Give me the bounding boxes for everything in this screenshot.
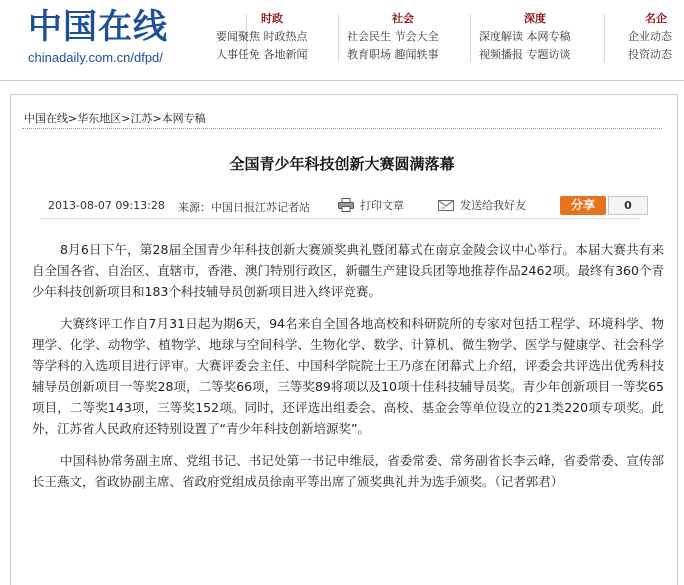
nav-divider [338,14,339,62]
nav-group-depth [479,10,591,64]
logo-text: 中国在线 [28,7,168,47]
breadcrumb-item[interactable]: 本网专稿 [161,112,206,125]
article-body [32,239,664,503]
nav-divider [470,14,471,62]
article-paragraph: 大赛终评工作自7月31日起为期6天，94名来自全国各地高校和科研院所的专家对包括工程学、环境科学、物理学、化学、动物学、植物学、地球与空间科学、生物化学、数学、计算机、微生物学、医学与健康学、社会科学等学科的入选项目进行评审。大赛评委会主任、中国科学院院士王乃彦在闭幕式上介绍，评委会共评选出优秀科技辅导员创新项目一等奖28项，二等奖66项，三等奖89将项以及10项十佳科技辅导员奖。青少年创新项目一等奖65项目，二等奖143项，三等奖152项。同时，还评选出组委会、高校、基金会等单位设立的21类220项专项奖。此外，江苏省人民政府还特别设置了“青少年科技创新培源奖”。 [32,316,664,436]
nav-link[interactable]: 专题访谈 [526,48,571,61]
mail-icon [438,198,454,212]
article-meta [48,197,658,219]
article-date: 2013-08-07 09:13:28 [48,199,165,212]
breadcrumb-separator: > [68,112,78,125]
breadcrumb-item[interactable]: 华东地区 [77,112,122,125]
breadcrumb-item[interactable]: 中国在线 [24,112,68,125]
site-header [0,0,684,86]
article-source: 来源：中国日报江苏记者站 [178,201,310,214]
nav-link[interactable]: 人事任免 [216,48,260,61]
nav-link[interactable]: 深度解读 [479,30,523,43]
header-divider [0,80,684,81]
send-to-friend-label: 发送给我好友 [460,199,526,212]
nav-link[interactable]: 要闻聚焦 [216,30,260,43]
nav-link[interactable]: 时政热点 [263,30,308,43]
logo-url: chinadaily.com.cn/dfpd/ [28,50,163,65]
article-title: 全国青少年科技创新大赛圆满落幕 [229,155,455,173]
printer-icon [338,198,354,212]
breadcrumb-divider [22,128,662,129]
nav-link[interactable]: 社会民生 [347,30,391,43]
nav-link[interactable]: 视频播报 [479,48,523,61]
article-paragraph: 中国科协常务副主席、党组书记、书记处第一书记申维辰，省委常委、常务副省长李云峰，省委常委、宣传部长王燕文，省政协副主席、省政府党组成员徐南平等出席了颁奖典礼并为选手颁奖。（记者郭君） [32,453,664,489]
meta-divider [40,218,640,219]
print-article-button[interactable] [338,197,404,215]
breadcrumb-separator: > [121,112,131,125]
article-paragraph: 8月6日下午，第28届全国青少年科技创新大赛颁奖典礼暨闭幕式在南京金陵会议中心举行。本届大赛共有来自全国各省、自治区、直辖市，香港、澳门特别行政区，新疆生产建设兵团等地推荐作品2462项。最终有360个青少年科技创新项目和183个科技辅导员创新项目进入终评竞赛。 [32,242,664,299]
nav-category: 社会 [392,12,414,25]
nav-link[interactable]: 投资动态 [628,48,672,61]
nav-category: 时政 [261,12,283,25]
nav-group-society [347,10,459,64]
nav-link[interactable]: 企业动态 [628,30,672,43]
nav-category: 名企 [645,12,667,25]
site-logo[interactable] [28,8,168,65]
nav-group-enterprise [628,10,684,64]
nav-link[interactable]: 本网专稿 [526,30,571,43]
nav-link[interactable]: 趣闻轶事 [394,48,439,61]
breadcrumb [24,110,206,126]
breadcrumb-item[interactable]: 江苏 [130,112,153,125]
nav-category: 深度 [524,12,546,25]
send-to-friend-button[interactable] [438,197,526,215]
breadcrumb-separator: > [152,112,162,125]
nav-group-politics [216,10,328,64]
nav-link[interactable]: 各地新闻 [263,48,308,61]
print-label: 打印文章 [360,199,404,212]
share-button[interactable]: 分享 [560,196,606,215]
share-count: 0 [608,196,648,215]
nav-divider [604,14,605,62]
nav-link[interactable]: 节会大全 [394,30,439,43]
nav-link[interactable]: 教育职场 [347,48,391,61]
